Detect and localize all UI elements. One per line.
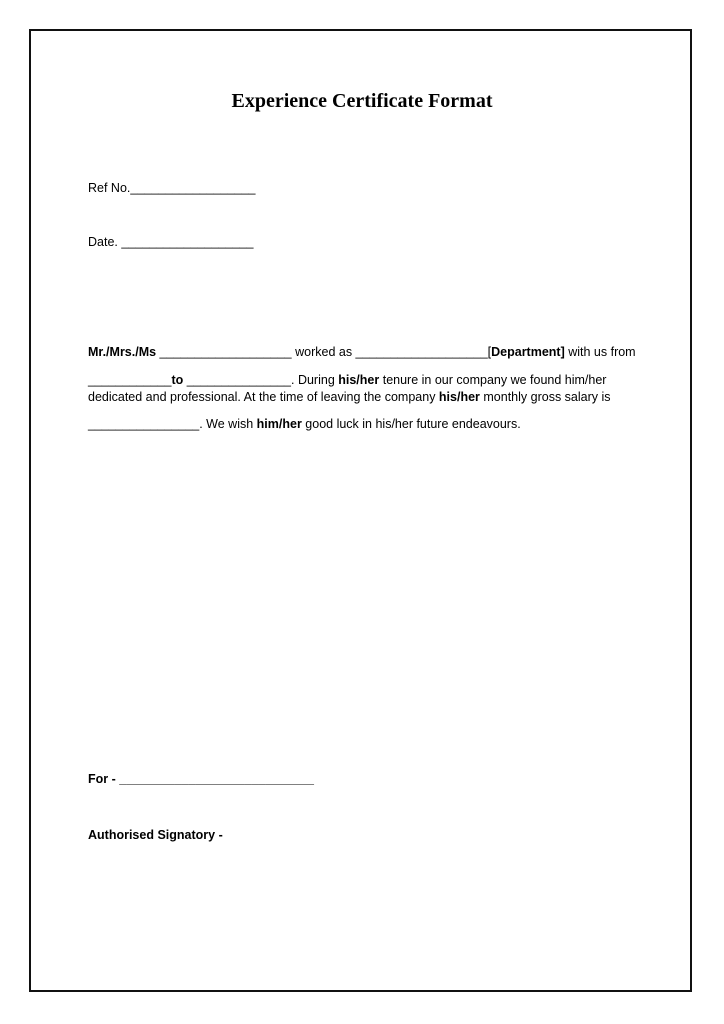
body-line-2-text-a: _______________. During	[183, 373, 339, 387]
page-border	[29, 29, 692, 992]
body-line-1-text-a: ___________________ worked as ___________________[	[156, 345, 492, 359]
body-line-4-text: good luck in his/her future endeavours.	[301, 417, 521, 431]
body-line-2-text-b: tenure in our company we found him/her	[379, 373, 607, 387]
department-text: Department]	[491, 345, 565, 359]
body-line-2	[88, 372, 606, 388]
document-title: Experience Certificate Format	[231, 90, 493, 112]
authorised-signatory: Authorised Signatory -	[88, 828, 223, 842]
salary-blank: ________________. We wish	[88, 417, 257, 431]
body-line-3-text-b: monthly gross salary is	[479, 390, 611, 404]
from-date-blank: ____________	[88, 373, 172, 387]
his-her-text: his/her	[438, 390, 480, 404]
body-line-1	[88, 344, 636, 360]
him-her-text: him/her	[256, 417, 302, 431]
body-line-3	[88, 389, 611, 405]
salutation-text: Mr./Mrs./Ms	[88, 345, 157, 359]
body-line-1-text-b: with us from	[564, 345, 636, 359]
to-text: to	[171, 373, 184, 387]
date-line: Date. ___________________	[88, 235, 254, 249]
body-line-4	[88, 416, 521, 432]
his-her-text: his/her	[338, 373, 380, 387]
body-line-3-text-a: dedicated and professional. At the time of leaving the company	[88, 390, 439, 404]
ref-number-line: Ref No.__________________	[88, 181, 256, 195]
for-line: For - ____________________________	[88, 772, 314, 786]
